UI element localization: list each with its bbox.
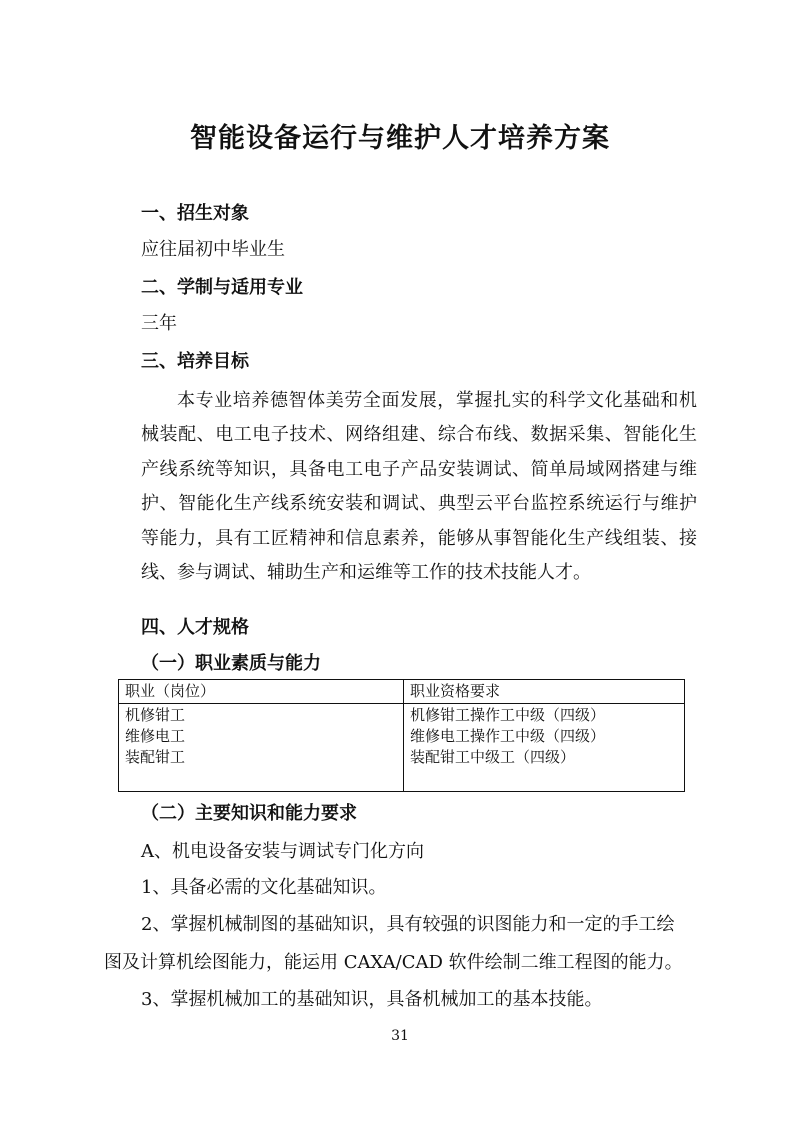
qualification-item: 机修钳工操作工中级（四级） (410, 706, 606, 724)
requirement-item-1: 1、具备必需的文化基础知识。 (141, 877, 387, 898)
section-2-heading: 二、学制与适用专业 (141, 277, 303, 298)
document-title: 智能设备运行与维护人才培养方案 (190, 123, 610, 154)
section-3-paragraph: 本专业培养德智体美劳全面发展，掌握扎实的科学文化基础和机械装配、电工电子技术、网络组建、综合布线、数据采集、智能化生产线系统等知识，具备电工电子产品安装调试、简单局域网搭建与维护、智能化生产线系统安装和调试、典型云平台监控系统运行与维护等能力，具有工匠精神和信息素养，能够从事智能化生产线组装、接线、参与调试、辅助生产和运维等工作的技术技能人才。 (141, 390, 697, 584)
requirement-direction: A、机电设备安装与调试专门化方向 (141, 841, 424, 862)
section-2-text: 三年 (141, 313, 177, 334)
requirement-item-2-line-1: 2、掌握机械制图的基础知识，具有较强的识图能力和一定的手工绘 (141, 914, 675, 935)
job-item: 维修电工 (125, 727, 186, 745)
job-item: 装配钳工 (125, 748, 186, 766)
requirement-item-3: 3、掌握机械加工的基础知识，具备机械加工的基本技能。 (141, 989, 603, 1010)
qualification-table (118, 679, 685, 792)
qualification-item: 维修电工操作工中级（四级） (410, 727, 606, 745)
table-header-job: 职业（岗位） (119, 680, 404, 704)
subsection-4-2-heading: （二）主要知识和能力要求 (141, 803, 357, 824)
section-1-heading: 一、招生对象 (141, 203, 249, 224)
subsection-4-1-heading: （一）职业素质与能力 (141, 653, 321, 674)
section-1-text: 应往届初中毕业生 (141, 239, 285, 260)
section-4-heading: 四、人才规格 (141, 617, 249, 638)
requirement-item-2-line-2: 图及计算机绘图能力，能运用 CAXA/CAD 软件绘制二维工程图的能力。 (104, 952, 683, 973)
table-row (119, 704, 685, 792)
section-3-heading: 三、培养目标 (141, 351, 249, 372)
page-number: 31 (391, 1028, 409, 1044)
qualification-item: 装配钳工中级工（四级） (410, 748, 576, 766)
table-header-qualification: 职业资格要求 (404, 680, 685, 704)
job-item: 机修钳工 (125, 706, 186, 724)
job-list-cell (119, 704, 404, 792)
qualification-list-cell (404, 704, 685, 792)
